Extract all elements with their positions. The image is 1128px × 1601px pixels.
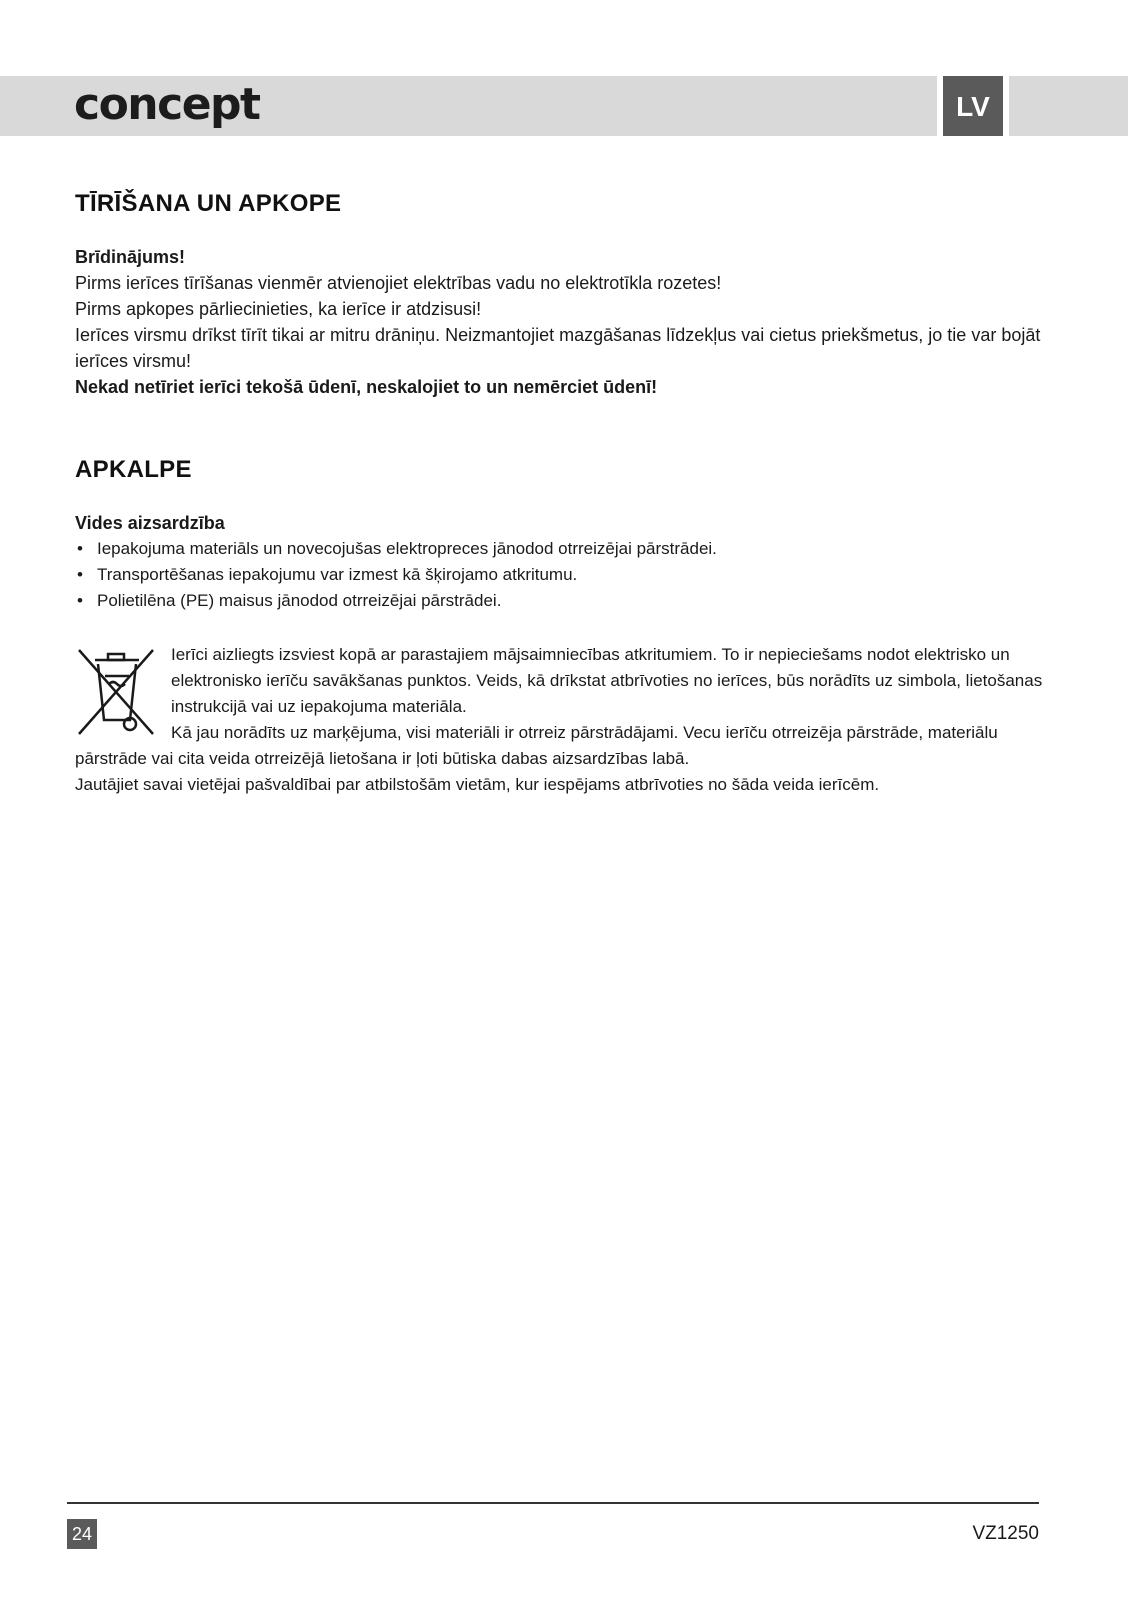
list-item-text: Transportēšanas iepakojumu var izmest kā šķirojamo atkritumu. — [97, 565, 578, 584]
page-content — [75, 190, 1055, 798]
bullet-dot: • — [77, 539, 83, 558]
language-badge: LV — [943, 76, 1003, 136]
cleaning-line: Pirms apkopes pārliecinieties, ka ierīce ir atdzisusi! — [75, 299, 482, 319]
recycling-list — [75, 536, 1055, 614]
model-number: VZ1250 — [972, 1523, 1039, 1544]
section-title-service: APKALPE — [75, 456, 192, 483]
page-number: 24 — [67, 1519, 97, 1549]
list-item-text: Polietilēna (PE) maisus jānodod otrreizējai pārstrādei. — [97, 591, 502, 610]
bold-warning: Nekad netīriet ierīci tekošā ūdenī, neskalojiet to un nemērciet ūdenī! — [75, 377, 658, 397]
bullet-dot: • — [77, 565, 83, 584]
cleaning-line: Ierīces virsmu drīkst tīrīt tikai ar mitru drāniņu. Neizmantojiet mazgāšanas līdzekļus vai cietus priekšmetus, jo tie var bojāt ierīces virsmu! — [75, 325, 1041, 371]
section-title-cleaning: TĪRĪŠANA UN APKOPE — [75, 190, 342, 217]
header-band-right — [1009, 76, 1128, 136]
environment-subtitle: Vides aizsardzība — [75, 513, 225, 533]
crossed-out-wheelie-bin-icon — [75, 646, 157, 738]
disposal-paragraph: Jautājiet savai vietējai pašvaldībai par atbilstošām vietām, kur iespējams atbrīvoties no šāda veida ierīcēm. — [75, 775, 880, 794]
list-item-text: Iepakojuma materiāls un novecojušas elektropreces jānodod otrreizējai pārstrādei. — [97, 539, 717, 558]
warning-label: Brīdinājums! — [75, 247, 186, 267]
disposal-paragraph: Ierīci aizliegts izsviest kopā ar parastajiem mājsaimniecības atkritumiem. To ir nepieciešams nodot elektrisko un elektronisko ierīču savākšanas punktos. Veids, kā drīkstat atbrīvoties no ierīces, būs norādīts uz simbola, lietošanas instrukcijā vai uz iepakojuma materiāla. — [171, 645, 1043, 716]
section-service — [75, 456, 1055, 798]
footer-divider — [67, 1502, 1039, 1504]
bullet-dot: • — [77, 591, 83, 610]
disposal-block — [75, 642, 1055, 798]
list-item — [75, 562, 1055, 588]
list-item — [75, 588, 1055, 614]
list-item — [75, 536, 1055, 562]
cleaning-line: Pirms ierīces tīrīšanas vienmēr atvienojiet elektrības vadu no elektrotīkla rozetes! — [75, 273, 722, 293]
brand-logo: concept — [74, 79, 260, 130]
disposal-paragraph: Kā jau norādīts uz marķējuma, visi materiāli ir otrreiz pārstrādājami. Vecu ierīču otrreizēja pārstrāde, materiālu pārstrāde vai cita veida otrreizējā lietošana ir ļoti būtiska dabas aizsardzības labā. — [75, 723, 998, 768]
